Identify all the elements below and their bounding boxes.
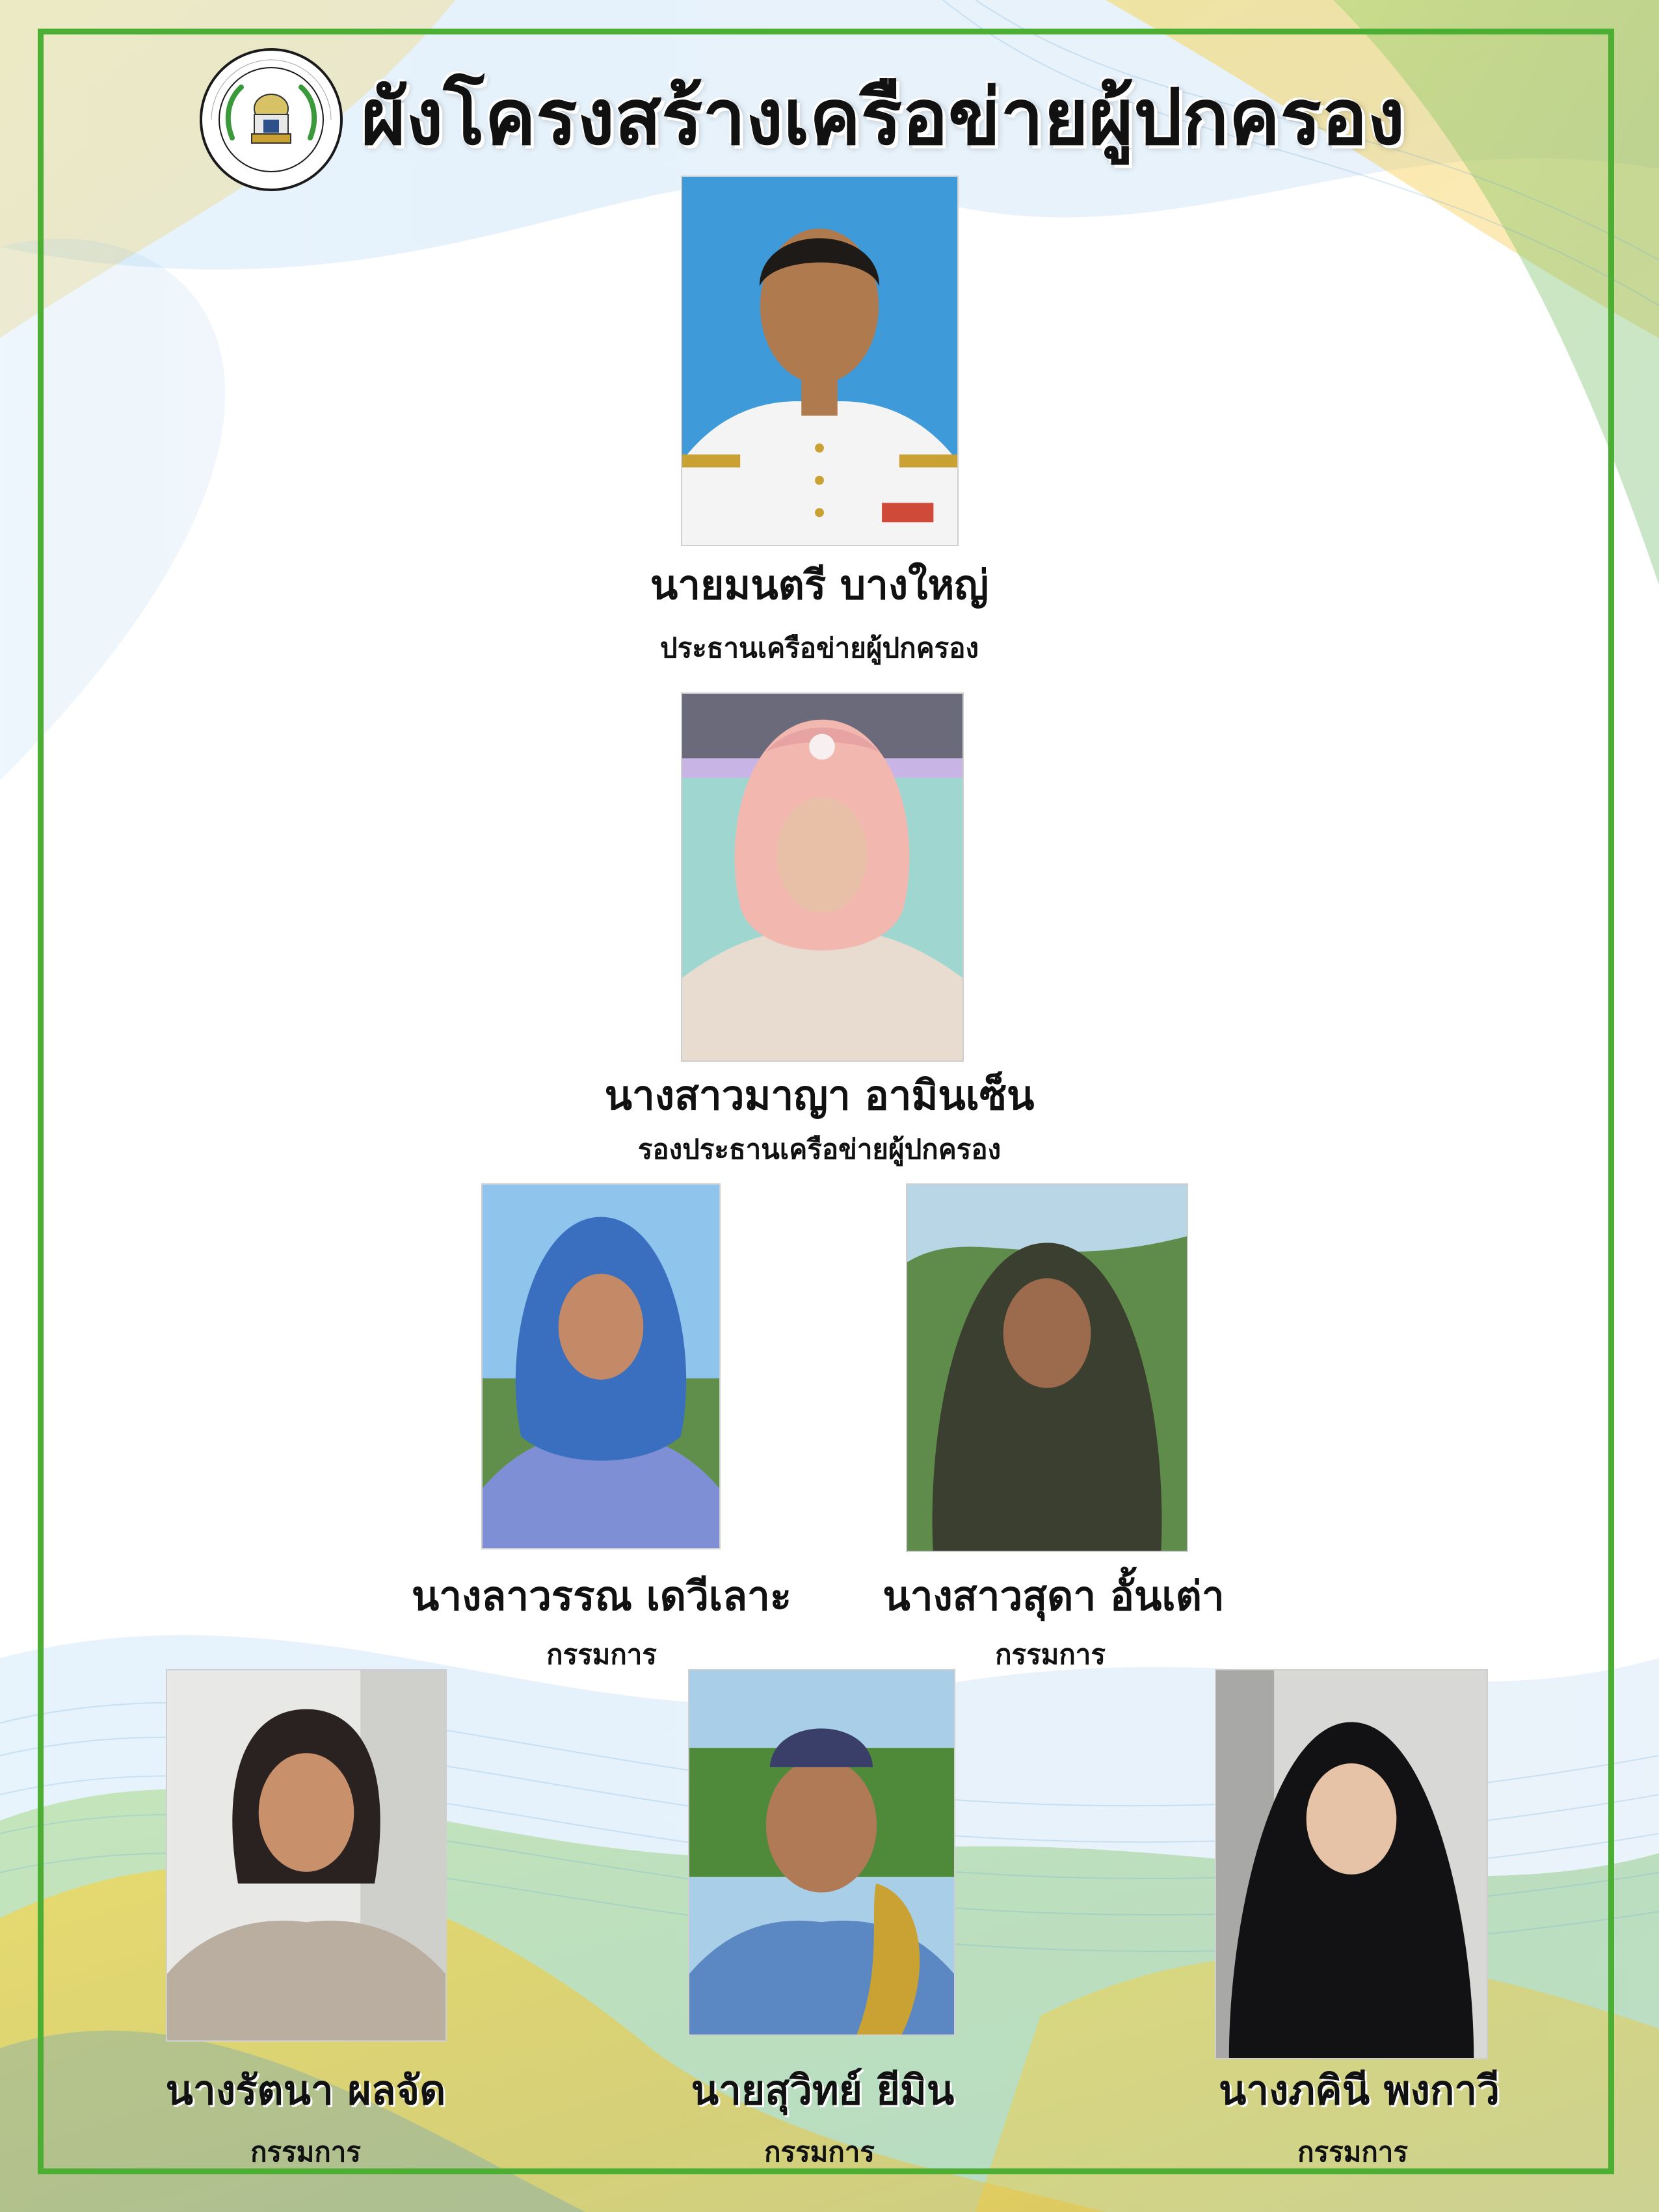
photo-member-5 [1215,1669,1488,2059]
name-member-1: นางลาวรรณ เดวีเลาะ [411,1572,792,1620]
name-member-3: นางรัตนา ผลจัด [165,2066,446,2114]
photo-vice-president [681,692,964,1062]
name-president: นายมนตรี บางใหญ่ [650,561,989,609]
role-member-2: กรรมการ [995,1639,1106,1670]
name-member-2: นางสาวสุดา อั้นเต่า [883,1572,1225,1620]
role-member-1: กรรมการ [546,1639,657,1670]
college-logo [198,47,345,193]
photo-member-1 [481,1183,721,1549]
photo-member-3 [166,1669,447,2042]
role-member-3: กรรมการ [250,2136,361,2168]
photo-member-4 [688,1669,955,2036]
name-vice-president: นางสาวมาญา อามินเซ็น [604,1072,1035,1119]
name-member-5: นางภคินี พงกาวี [1218,2066,1500,2114]
name-member-4: นายสุวิทย์ ยีมิน [691,2066,955,2114]
photo-member-2 [906,1183,1188,1552]
role-member-5: กรรมการ [1297,2136,1408,2168]
photo-president [681,176,959,546]
page-title: ผังโครงสร้างเครือข่ายผู้ปกครอง [361,72,1405,162]
role-member-4: กรรมการ [764,2136,875,2168]
role-president: ประธานเครือข่ายผู้ปกครอง [660,632,979,664]
role-vice-president: รองประธานเครือข่ายผู้ปกครอง [637,1133,1002,1165]
